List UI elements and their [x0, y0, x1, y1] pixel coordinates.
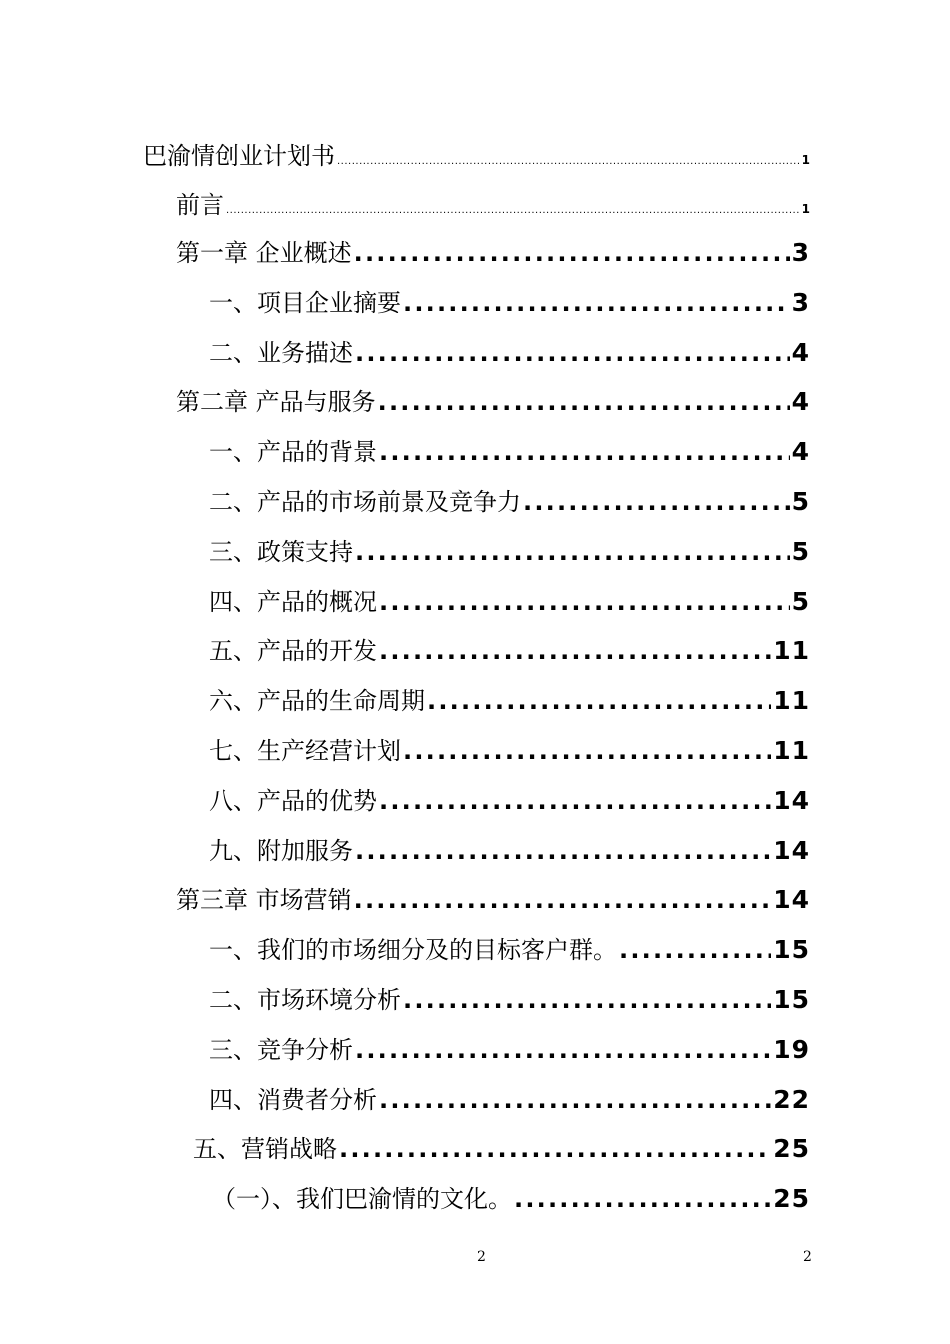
toc-entry-label: 九、附加服务 [209, 837, 353, 865]
toc-entry-page: 3 [791, 288, 810, 317]
toc-entry[interactable] [176, 880, 810, 915]
toc-entry[interactable] [209, 731, 810, 766]
toc-leader-dots [355, 538, 790, 566]
toc-entry-label: 第三章 市场营销 [176, 886, 352, 914]
toc-entry-page: 14 [773, 885, 810, 914]
toc-leader-dots [427, 687, 771, 715]
toc-entry-page: 25 [773, 1134, 810, 1163]
toc-entry-page: 15 [773, 985, 810, 1014]
toc-leader-dots [355, 339, 790, 367]
toc-entry[interactable] [193, 1129, 810, 1164]
toc-entry-page: 25 [773, 1184, 810, 1213]
toc-entry-label: 三、政策支持 [209, 538, 353, 566]
toc-entry-label: 五、产品的开发 [209, 637, 377, 665]
toc-entry[interactable] [209, 482, 810, 517]
toc-leader-dots [354, 239, 790, 267]
toc-entry[interactable] [209, 681, 810, 716]
toc-entry-label: 四、产品的概况 [209, 588, 377, 616]
toc-entry[interactable] [209, 1030, 810, 1065]
toc-entry-page: 5 [791, 487, 810, 516]
toc-leader-dots [337, 156, 800, 167]
footer-page-number-center: 2 [477, 1249, 486, 1265]
toc-entry[interactable] [212, 1179, 810, 1214]
toc-entry-label: 五、营销战略 [193, 1135, 337, 1163]
toc-leader-dots [514, 1185, 771, 1213]
toc-entry-label: 第一章 企业概述 [176, 239, 352, 267]
toc-entry-label: 一、项目企业摘要 [209, 289, 401, 317]
toc-entry-label: 三、竞争分析 [209, 1036, 353, 1064]
toc-leader-dots [403, 986, 771, 1014]
toc-entry-page: 11 [773, 636, 810, 665]
toc-entry-page: 19 [773, 1035, 810, 1064]
toc-entry-label: 六、产品的生命周期 [209, 687, 425, 715]
toc-entry[interactable] [176, 233, 810, 268]
toc-leader-dots [403, 289, 790, 317]
toc-entry-label: 巴渝情创业计划书 [143, 142, 335, 170]
toc-leader-dots [354, 886, 772, 914]
toc-leader-dots [379, 787, 771, 815]
toc-leader-dots [379, 438, 790, 466]
toc-entry[interactable] [209, 930, 810, 965]
toc-entry-page: 5 [791, 537, 810, 566]
toc-entry-label: 二、市场环境分析 [209, 986, 401, 1014]
toc-entry[interactable] [209, 781, 810, 816]
toc-entry-page: 14 [773, 836, 810, 865]
toc-entry-page: 1 [801, 153, 810, 167]
toc-entry[interactable] [176, 382, 810, 417]
toc-leader-dots [355, 837, 771, 865]
toc-entry-page: 15 [773, 935, 810, 964]
toc-entry[interactable] [209, 582, 810, 617]
toc-entry-label: 一、产品的背景 [209, 438, 377, 466]
toc-entry-label: 一、我们的市场细分及的目标客户群。 [209, 936, 617, 964]
toc-entry[interactable] [209, 831, 810, 866]
toc-entry-label: （一）、我们巴渝情的文化。 [212, 1185, 512, 1213]
toc-entry-page: 22 [773, 1085, 810, 1114]
footer-page-number-right: 2 [803, 1249, 812, 1265]
toc-entry-page: 11 [773, 736, 810, 765]
toc-entry-page: 3 [791, 238, 810, 267]
toc-entry-label: 八、产品的优势 [209, 787, 377, 815]
toc-entry-page: 4 [791, 338, 810, 367]
toc-entry[interactable] [209, 631, 810, 666]
toc-entry[interactable] [209, 432, 810, 467]
toc-entry-page: 4 [791, 387, 810, 416]
toc-entry-label: 二、产品的市场前景及竞争力 [209, 488, 521, 516]
toc-entry[interactable] [209, 980, 810, 1015]
toc-leader-dots [378, 388, 790, 416]
toc-entry[interactable] [209, 333, 810, 368]
toc-entry-label: 七、生产经营计划 [209, 737, 401, 765]
toc-entry[interactable] [176, 185, 810, 220]
toc-entry[interactable] [143, 136, 810, 171]
toc-entry-page: 11 [773, 686, 810, 715]
toc-entry-label: 前言 [176, 191, 224, 219]
toc-entry-page: 5 [791, 587, 810, 616]
toc-entry-page: 1 [801, 202, 810, 216]
toc-leader-dots [379, 637, 771, 665]
toc-entry[interactable] [209, 1080, 810, 1115]
toc-entry[interactable] [209, 283, 810, 318]
toc-entry-label: 四、消费者分析 [209, 1086, 377, 1114]
toc-leader-dots [379, 588, 790, 616]
toc-leader-dots [355, 1036, 771, 1064]
toc-leader-dots [339, 1135, 771, 1163]
toc-entry-label: 二、业务描述 [209, 339, 353, 367]
toc-leader-dots [226, 205, 800, 216]
toc-entry-page: 4 [791, 437, 810, 466]
toc-leader-dots [379, 1086, 771, 1114]
toc-entry-label: 第二章 产品与服务 [176, 388, 376, 416]
toc-entry-page: 14 [773, 786, 810, 815]
toc-entry[interactable] [209, 532, 810, 567]
toc-leader-dots [619, 936, 771, 964]
toc-leader-dots [523, 488, 790, 516]
toc-leader-dots [403, 737, 771, 765]
